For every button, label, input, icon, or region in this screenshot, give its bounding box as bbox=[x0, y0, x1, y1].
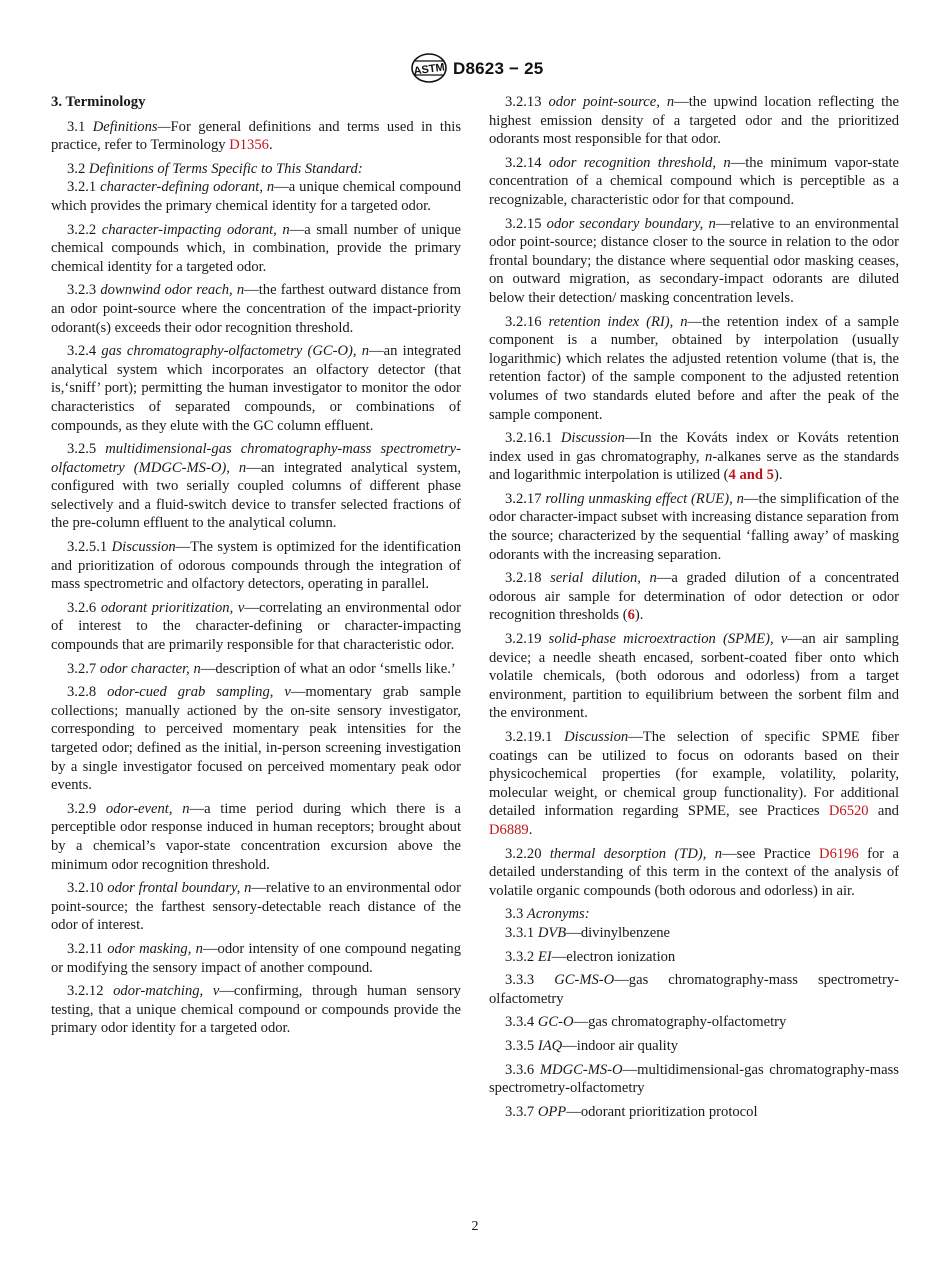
svg-text:ASTM: ASTM bbox=[412, 61, 446, 78]
astm-logo bbox=[409, 52, 449, 84]
acronym-3-3-1: 3.3.1 DVB—divinylbenzene bbox=[505, 924, 670, 941]
definition-3-2-16: 3.2.16 retention index (RI), n—the retention index of a sample component is a number, obtained by interpolation (usually logarithmic) which relates the adjusted retention volume (that is, the retention factor) of the sample component to the adjusted retention volumes of two standards eluted before and after the peak of the sample component. bbox=[489, 313, 899, 423]
acronym-3-3-6: 3.3.6 MDGC-MS-O—multidimensional-gas chromatography-mass spectrometry-olfactometry bbox=[489, 1061, 899, 1097]
definition-3-2-12: 3.2.12 odor-matching, v—confirming, through human sensory testing, that a unique chemical compound or compounds provide the primary odor identity for a targeted odor. bbox=[51, 983, 461, 1037]
ref-d6520[interactable]: D6520 bbox=[828, 803, 869, 820]
definition-3-2-19: 3.2.19 solid-phase microextraction (SPME), v—an air sampling device; a needle sheath encased, sorbent-coated fiber onto which volatile chemicals, (both odorous and odorless) from a target environment, partition to equilibrium between the sorbent film and the environment. bbox=[489, 631, 899, 722]
clause-3-1: 3.1 Definitions—For general definitions and terms used in this practice, refer to Terminology D1356. bbox=[51, 118, 461, 154]
discussion-3-2-16-1: 3.2.16.1 Discussion—In the Kováts index or Kováts retention index used in gas chromatography, n-alkanes serve as the standards and logarithmic interpolation is utilized (4 and 5). bbox=[489, 430, 900, 484]
definition-3-2-3: 3.2.3 downwind odor reach, n—the farthest outward distance from an odor point-source where the concentration of the impact-priority odorant(s) exceeds their odor recognition threshold. bbox=[51, 282, 462, 336]
discussion-3-2-19-1: 3.2.19.1 Discussion—The selection of specific SPME fiber coatings can be utilized to focus on odorants based on their physicochemical properties (for example, volatility, polarity, molecular weight, or chemical group functionality). For additional detailed information regarding SPME, see Practices D6520 and D6889. bbox=[489, 729, 899, 838]
right-column bbox=[489, 93, 899, 1126]
page-number: 2 bbox=[471, 1219, 479, 1234]
acronym-3-3-4: 3.3.4 GC-O—gas chromatography-olfactometry bbox=[505, 1014, 787, 1031]
definition-3-2-5: 3.2.5 multidimensional-gas chromatography-mass spectrometry-olfactometry (MDGC-MS-O), n—an integrated analytical system, configured with two serially coupled columns of different phase selectively and a fluid-switch device to transfer selected fractions of the pre-column effluent to the analytical column. bbox=[51, 441, 461, 532]
ref-d6196[interactable]: D6196 bbox=[819, 845, 859, 862]
page-header bbox=[0, 52, 950, 86]
acronym-3-3-7: 3.3.7 OPP—odorant prioritization protocol bbox=[505, 1103, 758, 1120]
ref-d6889[interactable]: D6889 bbox=[489, 821, 529, 838]
acronym-3-3-5: 3.3.5 IAQ—indoor air quality bbox=[505, 1037, 679, 1054]
definition-3-2-18: 3.2.18 serial dilution, n—a graded dilution of a concentrated odorous air sample for determination of odor detection or odor recognition thresholds (6). bbox=[489, 570, 899, 624]
designation: D8623 − 25 bbox=[453, 59, 544, 78]
discussion-3-2-5-1: 3.2.5.1 Discussion—The system is optimized for the identification and prioritization of odorous compounds through the integration of mass spectrometric and olfactory detectors, operating in parallel. bbox=[51, 539, 461, 593]
acronym-3-3-2: 3.3.2 EI—electron ionization bbox=[505, 948, 676, 965]
definition-3-2-14: 3.2.14 odor recognition threshold, n—the minimum vapor-state concentration of a chemical compound which is perceptible as a recognizable, characteristic odor for that compound. bbox=[489, 154, 899, 208]
definition-3-2-11: 3.2.11 odor masking, n—odor intensity of one compound negating or modifying the sensory impact of another compound. bbox=[51, 940, 461, 976]
definition-3-2-15: 3.2.15 odor secondary boundary, n—relative to an environmental odor point-source; distance closer to the source in relation to the odor frontal boundary; the distance where sequential odor masking ceases, on outward migration, as secondary-impact odorants are diluted below their detection/ masking concentration levels. bbox=[489, 215, 900, 306]
definition-3-2-17: 3.2.17 rolling unmasking effect (RUE), n—the simplification of the odor character-impact subset with increasing distance separation from the source; characterized by the sequential ‘falling away’ of masking odorants with the increasing separation. bbox=[489, 490, 899, 563]
definition-3-2-1: 3.2.1 character-defining odorant, n—a unique chemical compound which provides the primary chemical identity for a targeted odor. bbox=[51, 179, 461, 214]
definition-3-2-20: 3.2.20 thermal desorption (TD), n—see Practice D6196 for a detailed understanding of this term in the context of the analysis of volatile organic compounds (both odorous and odorless) in air. bbox=[489, 845, 899, 899]
clause-3-3: 3.3 Acronyms: bbox=[505, 906, 590, 923]
left-column bbox=[51, 93, 461, 1043]
section-heading: 3. Terminology bbox=[51, 94, 146, 110]
clause-3-2: 3.2 Definitions of Terms Specific to This Standard: bbox=[67, 160, 363, 177]
acronym-3-3-3: 3.3.3 GC-MS-O—gas chromatography-mass spectrometry-olfactometry bbox=[489, 972, 899, 1007]
definition-3-2-8: 3.2.8 odor-cued grab sampling, v—momentary grab sample collections; manually actioned by the on-site sensory investigator, corresponding to perceived momentary peak intensities for the targeted odor; defined as the initial, in-person screening investigation by a single investigator focused on perceived momentary peak odor events. bbox=[51, 684, 461, 794]
ref-d1356[interactable]: D1356 bbox=[229, 137, 269, 154]
definition-3-2-13: 3.2.13 odor point-source, n—the upwind location reflecting the highest emission density of a targeted odor and the prioritized odorants most responsible for that odor. bbox=[489, 94, 899, 148]
ref-4-and-5[interactable]: 4 and 5 bbox=[728, 467, 774, 484]
definition-3-2-4: 3.2.4 gas chromatography-olfactometry (GC-O), n—an integrated analytical system which incorporates an olfactory detector (that is,‘sniff’ port); permitting the human investigator to monitor the odor characteristics of separated compounds, or combinations of compounds, as they elute with the GC column effluent. bbox=[51, 343, 461, 434]
definition-3-2-7: 3.2.7 odor character, n—description of what an odor ‘smells like.’ bbox=[67, 660, 456, 677]
definition-3-2-6: 3.2.6 odorant prioritization, v—correlating an environmental odor of interest to the character-defining or character-impacting compounds that are primarily responsible for that characteristic odor. bbox=[51, 599, 461, 654]
ref-6[interactable]: 6 bbox=[627, 607, 635, 624]
definition-3-2-9: 3.2.9 odor-event, n—a time period during which there is a perceptible odor response induced in human receptors; brought about by a chemical’s vapor-state concentration excursion above the minimum odor recognition threshold. bbox=[51, 800, 462, 873]
definition-3-2-2: 3.2.2 character-impacting odorant, n—a small number of unique chemical compounds which, in combination, provide the primary chemical identity for a targeted odor. bbox=[51, 221, 461, 275]
definition-3-2-10: 3.2.10 odor frontal boundary, n—relative to an environmental odor point-source; the farthest sensory-detectable reach distance of the odor of interest. bbox=[51, 880, 462, 934]
